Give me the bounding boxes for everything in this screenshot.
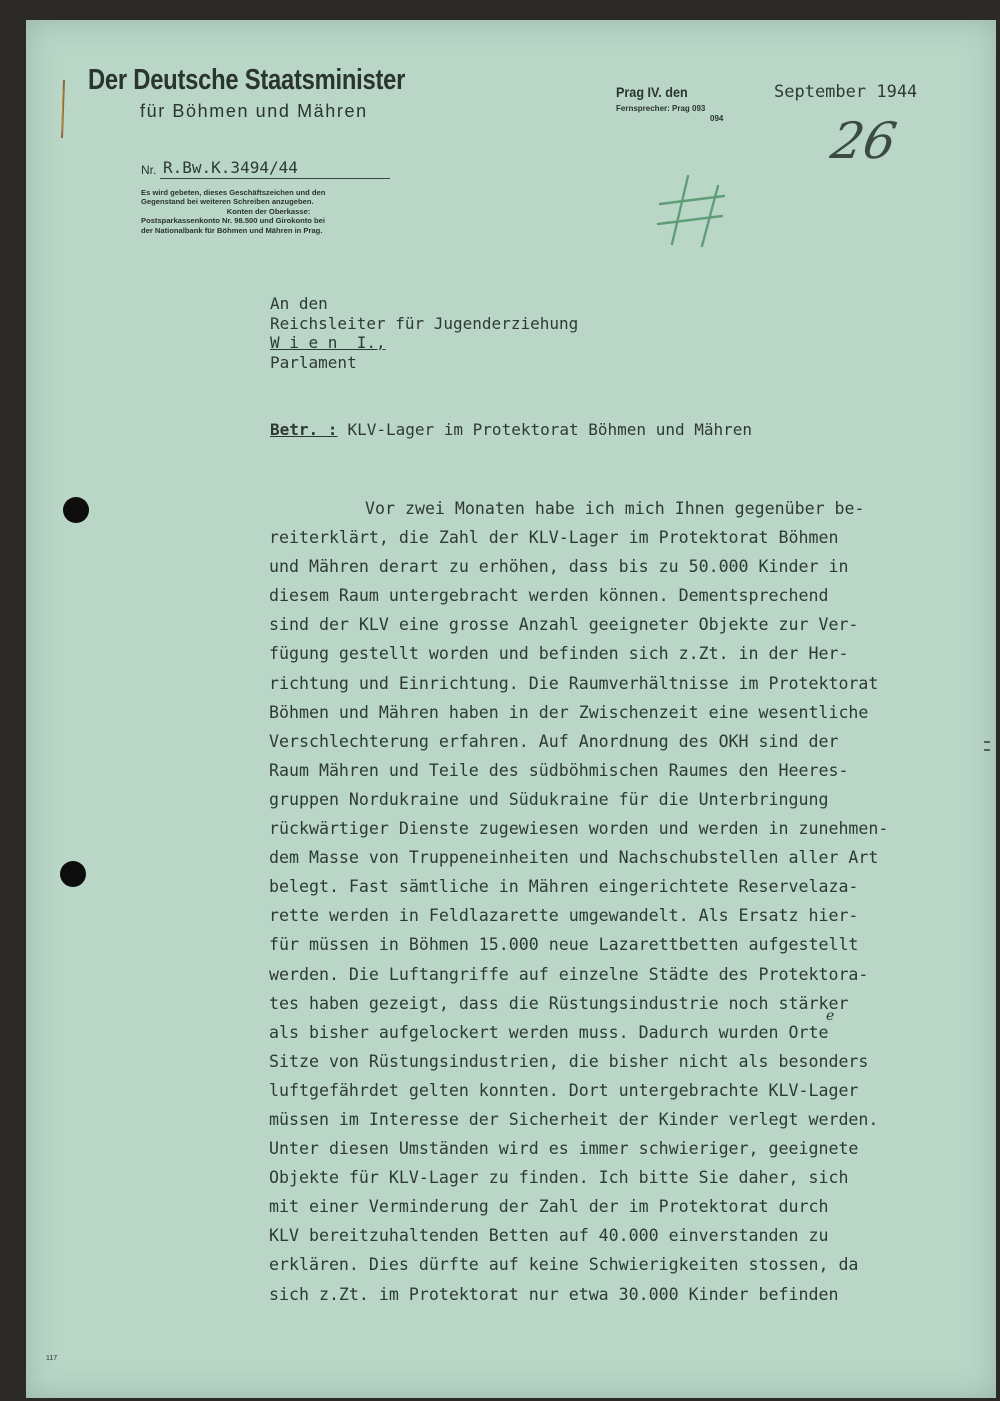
body-line: gruppen Nordukraine und Südukraine für die Unterbringung <box>269 789 829 809</box>
body-line: rette werden in Feldlazarette umgewandelt. Als Ersatz hier- <box>269 906 859 926</box>
body-line: Objekte für KLV-Lager zu finden. Ich bitte Sie daher, sich <box>269 1168 849 1188</box>
notice-line: Es wird gebeten, dieses Geschäftszeichen und den <box>141 188 326 197</box>
body-line: werden. Die Luftangriffe auf einzelne Städte des Protektora- <box>269 964 869 984</box>
punch-hole-top <box>63 497 89 523</box>
reference-number: R.Bw.K.3494/44 <box>163 158 298 177</box>
letterhead-title: Der Deutsche Staatsminister <box>88 64 406 96</box>
body-line: und Mähren derart zu erhöhen, dass bis zu 50.000 Kinder in <box>269 557 849 577</box>
notice-line: Postsparkassenkonto Nr. 98.500 und Girokonto bei <box>141 216 325 226</box>
recipient-address <box>270 294 578 372</box>
body-line: müssen im Interesse der Sicherheit der Kinder verlegt werden. <box>269 1109 879 1129</box>
body-line: mit einer Verminderung der Zahl der im Protektorat durch <box>269 1197 829 1217</box>
address-line: Parlament <box>270 352 357 372</box>
address-line: An den <box>270 294 328 313</box>
body-line: Verschlechterung erfahren. Auf Anordnung des OKH sind der <box>269 731 839 751</box>
notice-line: Konten der Oberkasse: <box>226 206 311 216</box>
body-line: als bisher aufgelockert werden muss. Dadurch wurden Orte <box>269 1022 829 1042</box>
notice-line: der Nationalbank für Böhmen und Mähren in Prag. <box>141 225 323 235</box>
body-line: diesem Raum untergebracht werden können. Dementsprechend <box>269 586 829 606</box>
letter-date: September 1944 <box>774 82 918 102</box>
archive-footer-number: 117 <box>46 1355 58 1362</box>
subject-label: Betr. : <box>270 420 338 439</box>
handwritten-correction: e <box>826 1008 835 1024</box>
body-line: Unter diesen Umständen wird es immer schwieriger, geeignete <box>269 1139 859 1159</box>
place-line: Prag IV. den <box>616 84 688 100</box>
body-line: Vor zwei Monaten habe ich mich Ihnen gegenüber be- <box>365 499 865 518</box>
body-line: Raum Mähren und Teile des südböhmischen Raumes den Heeres- <box>269 760 849 780</box>
address-line: Reichsleiter für Jugenderziehung <box>270 313 579 333</box>
subject-text: KLV-Lager im Protektorat Böhmen und Mähren <box>347 420 753 439</box>
body-line: luftgefährdet gelten konnten. Dort untergebrachte KLV-Lager <box>269 1080 859 1100</box>
body-line: Böhmen und Mähren haben in der Zwischenzeit eine wesentliche <box>269 702 869 722</box>
subject-line <box>270 420 752 439</box>
body-line: sich z.Zt. im Protektorat nur etwa 30.000 Kinder befinden <box>269 1284 839 1304</box>
letterhead-subtitle: für Böhmen und Mähren <box>140 101 368 121</box>
reference-notice <box>141 188 396 235</box>
body-line: KLV bereitzuhaltenden Betten auf 40.000 einverstanden zu <box>269 1226 829 1246</box>
reference-label: Nr. <box>141 163 157 177</box>
body-line: für müssen in Böhmen 15.000 neue Lazarettbetten aufgestellt <box>269 935 859 955</box>
phone-line: Fernsprecher: Prag 093 <box>616 104 706 113</box>
notice-line: Gegenstand bei weiteren Schreiben anzugeben. <box>141 197 314 207</box>
address-city: W i e n I., <box>270 333 386 352</box>
body-line: reiterklärt, die Zahl der KLV-Lager im Protektorat Böhmen <box>269 528 839 548</box>
body-line: erklären. Dies dürfte auf keine Schwierigkeiten stossen, da <box>269 1255 859 1275</box>
body-line: rückwärtiger Dienste zugewiesen worden und werden in zunehmen- <box>269 819 889 839</box>
body-line: dem Masse von Truppeneinheiten und Nachschubstellen aller Art <box>269 848 879 868</box>
phone-extension: 094 <box>710 114 724 123</box>
body-line: Sitze von Rüstungsindustrien, die bisher nicht als besonders <box>269 1051 869 1071</box>
body-line: sind der KLV eine grosse Anzahl geeigneter Objekte zur Ver- <box>269 615 859 635</box>
reference-underline <box>160 178 390 179</box>
body-line: richtung und Einrichtung. Die Raumverhältnisse im Protektorat <box>269 673 879 693</box>
punch-hole-bottom <box>60 861 86 887</box>
body-line: belegt. Fast sämtliche in Mähren eingerichtete Reservelaza- <box>269 877 859 897</box>
letter-body <box>269 494 984 1309</box>
body-line: fügung gestellt worden und befinden sich z.Zt. in der Her- <box>269 644 849 664</box>
body-line: tes haben gezeigt, dass die Rüstungsindustrie noch stärker <box>269 993 849 1013</box>
handwritten-folio-number: 26 <box>826 112 901 170</box>
